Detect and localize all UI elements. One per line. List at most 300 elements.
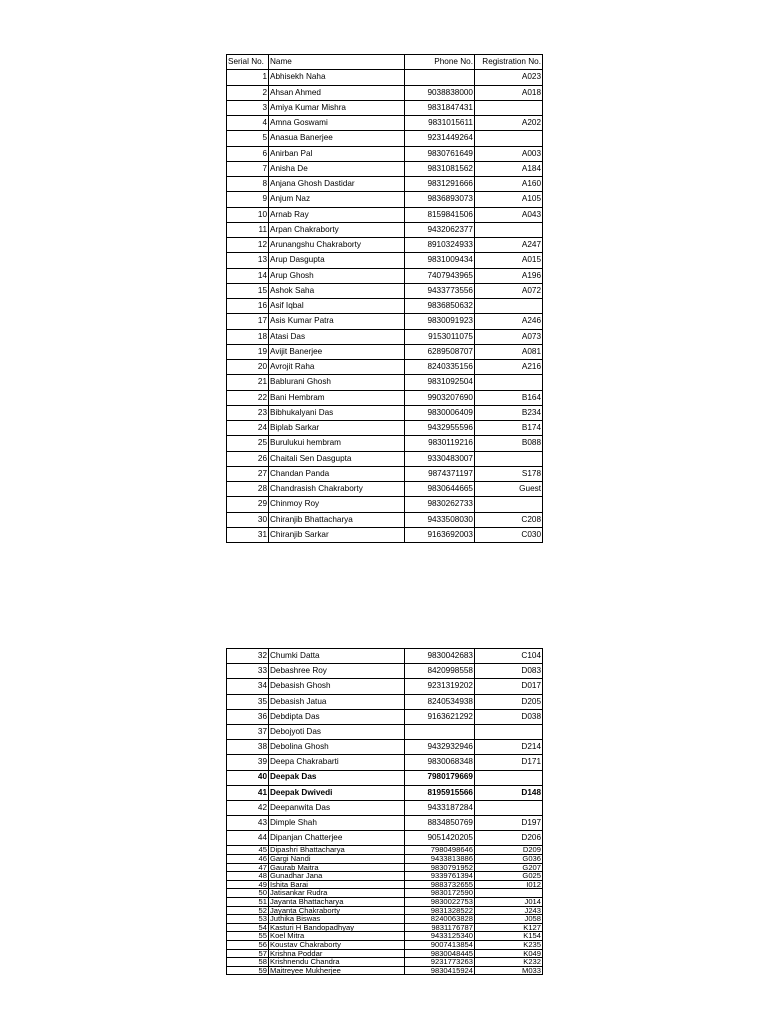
serial-no-cell: 6 (227, 146, 269, 161)
registration-no-cell: B088 (475, 436, 543, 451)
phone-no-cell: 9007413854 (405, 940, 475, 949)
phone-no-cell: 9830091923 (405, 314, 475, 329)
table-row (227, 785, 543, 800)
registration-no-cell: D209 (475, 846, 543, 855)
phone-no-cell: 9433508030 (405, 512, 475, 527)
table-row (227, 679, 543, 694)
phone-no-cell: 9836893073 (405, 192, 475, 207)
name-cell: Ahsan Ahmed (269, 85, 405, 100)
table-row (227, 724, 543, 739)
serial-no-cell: 28 (227, 482, 269, 497)
name-header: Name (269, 55, 405, 70)
phone-no-cell: 9432932946 (405, 740, 475, 755)
registration-no-cell: C208 (475, 512, 543, 527)
registration-no-cell: A105 (475, 192, 543, 207)
registration-no-cell: B164 (475, 390, 543, 405)
name-cell: Anjana Ghosh Dastidar (269, 177, 405, 192)
name-cell: Gaurab Maitra (269, 863, 405, 872)
registration-no-cell: A081 (475, 344, 543, 359)
name-cell: Abhisekh Naha (269, 70, 405, 85)
name-cell: Bibhukalyani Das (269, 405, 405, 420)
registration-no-cell (475, 889, 543, 898)
phone-no-cell: 9883732655 (405, 880, 475, 889)
name-cell: Ishita Barai (269, 880, 405, 889)
name-cell: Chumki Datta (269, 649, 405, 664)
table-row (227, 863, 543, 872)
name-cell: Chinmoy Roy (269, 497, 405, 512)
serial-no-cell: 4 (227, 116, 269, 131)
registration-no-cell: B174 (475, 421, 543, 436)
phone-no-cell: 9231773263 (405, 958, 475, 967)
phone-no-cell: 9830172590 (405, 889, 475, 898)
phone-no-cell: 9830644665 (405, 482, 475, 497)
header-row (227, 55, 543, 70)
registration-no-cell: D214 (475, 740, 543, 755)
phone-no-cell: 8240534938 (405, 694, 475, 709)
name-cell: Arnab Ray (269, 207, 405, 222)
phone-no-cell: 8195915566 (405, 785, 475, 800)
registration-table-2 (226, 648, 543, 975)
registration-no-cell: I012 (475, 880, 543, 889)
phone-no-cell: 8834850769 (405, 816, 475, 831)
table-row (227, 222, 543, 237)
name-cell: Anjum Naz (269, 192, 405, 207)
serial-no-cell: 45 (227, 846, 269, 855)
name-cell: Debasish Ghosh (269, 679, 405, 694)
phone-no-cell: 9874371197 (405, 466, 475, 481)
serial-no-cell: 38 (227, 740, 269, 755)
table-row (227, 390, 543, 405)
phone-no-cell: 9830042683 (405, 649, 475, 664)
phone-no-cell: 8910324933 (405, 238, 475, 253)
registration-no-cell: A160 (475, 177, 543, 192)
serial-no-cell: 43 (227, 816, 269, 831)
serial-no-cell: 3 (227, 100, 269, 115)
registration-no-cell: K235 (475, 940, 543, 949)
phone-no-cell: 9831328522 (405, 906, 475, 915)
table-row (227, 740, 543, 755)
phone-no-cell: 9830119216 (405, 436, 475, 451)
table-row (227, 880, 543, 889)
registration-no-cell: A072 (475, 283, 543, 298)
serial-no-cell: 16 (227, 299, 269, 314)
phone-no-cell: 9339761394 (405, 872, 475, 881)
table-row (227, 177, 543, 192)
name-cell: Debdipta Das (269, 709, 405, 724)
phone-no-cell: 9831176787 (405, 923, 475, 932)
serial-no-cell: 34 (227, 679, 269, 694)
table-row (227, 831, 543, 846)
registration-no-cell: D205 (475, 694, 543, 709)
phone-no-cell: 9163621292 (405, 709, 475, 724)
serial-no-cell: 7 (227, 161, 269, 176)
registration-no-cell: D038 (475, 709, 543, 724)
phone-no-cell: 7407943965 (405, 268, 475, 283)
table-row (227, 329, 543, 344)
name-cell: Ashok Saha (269, 283, 405, 298)
serial-no-cell: 2 (227, 85, 269, 100)
registration-no-cell: A043 (475, 207, 543, 222)
registration-no-cell: M033 (475, 966, 543, 975)
serial-no-cell: 57 (227, 949, 269, 958)
serial-no-cell: 32 (227, 649, 269, 664)
table-row (227, 855, 543, 864)
registration-no-cell: K049 (475, 949, 543, 958)
registration-no-cell (475, 375, 543, 390)
table-row (227, 146, 543, 161)
table-row (227, 915, 543, 924)
serial-no-cell: 19 (227, 344, 269, 359)
serial-no-cell: 51 (227, 898, 269, 907)
name-cell: Krishnendu Chandra (269, 958, 405, 967)
table-row (227, 360, 543, 375)
registration-no-cell (475, 724, 543, 739)
registration-no-cell (475, 100, 543, 115)
registration-no-cell: D171 (475, 755, 543, 770)
serial-no-cell: 35 (227, 694, 269, 709)
table-row (227, 100, 543, 115)
phone-no-cell: 9330483007 (405, 451, 475, 466)
name-cell: Chandan Panda (269, 466, 405, 481)
registration-no-cell: Guest (475, 482, 543, 497)
serial-no-cell: 10 (227, 207, 269, 222)
serial-no-cell: 49 (227, 880, 269, 889)
table-row (227, 527, 543, 542)
serial-no-cell: 52 (227, 906, 269, 915)
phone-no-cell: 9830415924 (405, 966, 475, 975)
table-row (227, 131, 543, 146)
serial-no-cell: 20 (227, 360, 269, 375)
phone-no-cell: 9830761649 (405, 146, 475, 161)
table-row (227, 512, 543, 527)
phone-no-cell: 9830791952 (405, 863, 475, 872)
serial-no-cell: 30 (227, 512, 269, 527)
name-cell: Arunangshu Chakraborty (269, 238, 405, 253)
phone-no-cell: 9433813886 (405, 855, 475, 864)
table-row (227, 949, 543, 958)
serial-no-cell: 17 (227, 314, 269, 329)
serial-no-cell: 46 (227, 855, 269, 864)
registration-no-cell (475, 299, 543, 314)
table-row (227, 906, 543, 915)
phone-no-cell: 9831092504 (405, 375, 475, 390)
name-cell: Avijit Banerjee (269, 344, 405, 359)
phone-no-cell: 9051420205 (405, 831, 475, 846)
registration-no-cell (475, 497, 543, 512)
serial-no-cell: 42 (227, 800, 269, 815)
name-cell: Burulukui hembram (269, 436, 405, 451)
table-row (227, 70, 543, 85)
registration-no-cell (475, 222, 543, 237)
serial-no-cell: 15 (227, 283, 269, 298)
table-row (227, 299, 543, 314)
table-row (227, 872, 543, 881)
serial-no-cell: 31 (227, 527, 269, 542)
serial-no-cell: 8 (227, 177, 269, 192)
phone-no-cell (405, 724, 475, 739)
registration-no-cell: C104 (475, 649, 543, 664)
registration-no-cell: D148 (475, 785, 543, 800)
serial-no-cell: 50 (227, 889, 269, 898)
serial-no-cell: 47 (227, 863, 269, 872)
registration-no-cell: D083 (475, 664, 543, 679)
registration-no-cell (475, 770, 543, 785)
table-row (227, 940, 543, 949)
table-row (227, 694, 543, 709)
serial-no-cell: 39 (227, 755, 269, 770)
serial-no-cell: 21 (227, 375, 269, 390)
table-row (227, 283, 543, 298)
table-row (227, 709, 543, 724)
table-row (227, 207, 543, 222)
table-row (227, 664, 543, 679)
phone-no-cell: 8159841506 (405, 207, 475, 222)
phone-no-cell: 9433773556 (405, 283, 475, 298)
serial-no-cell: 11 (227, 222, 269, 237)
serial-no-cell: 48 (227, 872, 269, 881)
table-row (227, 923, 543, 932)
phone-no-cell: 9830006409 (405, 405, 475, 420)
table-row (227, 800, 543, 815)
serial-no-cell: 9 (227, 192, 269, 207)
table-row (227, 344, 543, 359)
phone-no-cell: 9831291666 (405, 177, 475, 192)
table-row (227, 932, 543, 941)
name-cell: Jayanta Bhattacharya (269, 898, 405, 907)
phone-no-cell: 9433125340 (405, 932, 475, 941)
registration-no-cell: A023 (475, 70, 543, 85)
name-cell: Deepak Das (269, 770, 405, 785)
name-cell: Anisha De (269, 161, 405, 176)
name-cell: Dipashri Bhattacharya (269, 846, 405, 855)
table-row (227, 466, 543, 481)
phone-no-cell: 9831081562 (405, 161, 475, 176)
name-cell: Chiranjib Bhattacharya (269, 512, 405, 527)
phone-no-cell: 9163692003 (405, 527, 475, 542)
serial-no-cell: 23 (227, 405, 269, 420)
phone-no-cell: 9432955596 (405, 421, 475, 436)
name-cell: Deepak Dwivedi (269, 785, 405, 800)
serial-no-cell: 26 (227, 451, 269, 466)
name-cell: Chandrasish Chakraborty (269, 482, 405, 497)
table-row (227, 649, 543, 664)
phone-no-header: Phone No. (405, 55, 475, 70)
name-cell: Biplab Sarkar (269, 421, 405, 436)
name-cell: Chiranjib Sarkar (269, 527, 405, 542)
table-row (227, 238, 543, 253)
registration-no-cell (475, 131, 543, 146)
registration-no-cell: D017 (475, 679, 543, 694)
phone-no-cell: 9038838000 (405, 85, 475, 100)
name-cell: Asif Iqbal (269, 299, 405, 314)
registration-no-cell: A202 (475, 116, 543, 131)
phone-no-cell: 8420998558 (405, 664, 475, 679)
serial-no-cell: 24 (227, 421, 269, 436)
name-cell: Krishna Poddar (269, 949, 405, 958)
name-cell: Dimple Shah (269, 816, 405, 831)
registration-table-1 (226, 54, 543, 543)
phone-no-cell: 9153011075 (405, 329, 475, 344)
name-cell: Arup Dasgupta (269, 253, 405, 268)
phone-no-cell: 9831015611 (405, 116, 475, 131)
phone-no-cell (405, 70, 475, 85)
name-cell: Jatisankar Rudra (269, 889, 405, 898)
table-row (227, 497, 543, 512)
name-cell: Jayanta Chakraborty (269, 906, 405, 915)
phone-no-cell: 9433187284 (405, 800, 475, 815)
table-row (227, 436, 543, 451)
serial-no-cell: 29 (227, 497, 269, 512)
registration-no-cell: C030 (475, 527, 543, 542)
table-row (227, 85, 543, 100)
table-row (227, 421, 543, 436)
name-cell: Arpan Chakraborty (269, 222, 405, 237)
serial-no-cell: 55 (227, 932, 269, 941)
serial-no-cell: 5 (227, 131, 269, 146)
table-row (227, 253, 543, 268)
phone-no-cell: 9831009434 (405, 253, 475, 268)
serial-no-cell: 59 (227, 966, 269, 975)
name-cell: Deepa Chakrabarti (269, 755, 405, 770)
phone-no-cell: 7980179669 (405, 770, 475, 785)
table-row (227, 451, 543, 466)
phone-no-cell: 9231319202 (405, 679, 475, 694)
serial-no-cell: 58 (227, 958, 269, 967)
name-cell: Chaitali Sen Dasgupta (269, 451, 405, 466)
table-row (227, 846, 543, 855)
serial-no-cell: 22 (227, 390, 269, 405)
serial-no-cell: 36 (227, 709, 269, 724)
registration-no-cell: K127 (475, 923, 543, 932)
name-cell: Avrojit Raha (269, 360, 405, 375)
registration-no-cell (475, 451, 543, 466)
table-row (227, 966, 543, 975)
phone-no-cell: 8240335156 (405, 360, 475, 375)
registration-no-cell: S178 (475, 466, 543, 481)
registration-no-cell: B234 (475, 405, 543, 420)
registration-no-cell: A247 (475, 238, 543, 253)
serial-no-cell: 27 (227, 466, 269, 481)
registration-no-cell: A003 (475, 146, 543, 161)
name-cell: Bani Hembram (269, 390, 405, 405)
phone-no-cell: 9836850632 (405, 299, 475, 314)
phone-no-cell: 9903207690 (405, 390, 475, 405)
registration-no-cell: J014 (475, 898, 543, 907)
phone-no-cell: 7980498646 (405, 846, 475, 855)
phone-no-cell: 9432062377 (405, 222, 475, 237)
name-cell: Arup Ghosh (269, 268, 405, 283)
table-row (227, 755, 543, 770)
name-cell: Anirban Pal (269, 146, 405, 161)
phone-no-cell: 6289508707 (405, 344, 475, 359)
registration-no-cell: A073 (475, 329, 543, 344)
serial-no-header: Serial No. (227, 55, 269, 70)
registration-no-cell: G036 (475, 855, 543, 864)
table-row (227, 268, 543, 283)
serial-no-cell: 14 (227, 268, 269, 283)
name-cell: Anasua Banerjee (269, 131, 405, 146)
registration-no-cell: G025 (475, 872, 543, 881)
registration-no-cell: D197 (475, 816, 543, 831)
name-cell: Amna Goswami (269, 116, 405, 131)
name-cell: Koustav Chakraborty (269, 940, 405, 949)
registration-no-cell: J058 (475, 915, 543, 924)
phone-no-cell: 9830068348 (405, 755, 475, 770)
serial-no-cell: 37 (227, 724, 269, 739)
name-cell: Atasi Das (269, 329, 405, 344)
registration-no-cell: K232 (475, 958, 543, 967)
phone-no-cell: 9231449264 (405, 131, 475, 146)
table-row (227, 889, 543, 898)
serial-no-cell: 40 (227, 770, 269, 785)
registration-no-header: Registration No. (475, 55, 543, 70)
name-cell: Gunadhar Jana (269, 872, 405, 881)
table-row (227, 314, 543, 329)
registration-no-cell: A196 (475, 268, 543, 283)
registration-no-cell: A184 (475, 161, 543, 176)
phone-no-cell: 9831847431 (405, 100, 475, 115)
serial-no-cell: 53 (227, 915, 269, 924)
registration-no-cell: A246 (475, 314, 543, 329)
phone-no-cell: 8240063828 (405, 915, 475, 924)
serial-no-cell: 56 (227, 940, 269, 949)
name-cell: Asis Kumar Patra (269, 314, 405, 329)
name-cell: Amiya Kumar Mishra (269, 100, 405, 115)
table-row (227, 405, 543, 420)
name-cell: Koel Mitra (269, 932, 405, 941)
table-row (227, 770, 543, 785)
serial-no-cell: 1 (227, 70, 269, 85)
name-cell: Gargi Nandi (269, 855, 405, 864)
phone-no-cell: 9830262733 (405, 497, 475, 512)
serial-no-cell: 18 (227, 329, 269, 344)
phone-no-cell: 9830022753 (405, 898, 475, 907)
name-cell: Debasish Jatua (269, 694, 405, 709)
table-row (227, 192, 543, 207)
registration-no-cell (475, 800, 543, 815)
serial-no-cell: 44 (227, 831, 269, 846)
name-cell: Debashree Roy (269, 664, 405, 679)
name-cell: Dipanjan Chatterjee (269, 831, 405, 846)
registration-no-cell: K154 (475, 932, 543, 941)
name-cell: Bablurani Ghosh (269, 375, 405, 390)
table-row (227, 161, 543, 176)
name-cell: Deepanwita Das (269, 800, 405, 815)
name-cell: Juthika Biswas (269, 915, 405, 924)
table-row (227, 482, 543, 497)
serial-no-cell: 33 (227, 664, 269, 679)
name-cell: Kasturi H Bandopadhyay (269, 923, 405, 932)
registration-no-cell: A015 (475, 253, 543, 268)
serial-no-cell: 54 (227, 923, 269, 932)
phone-no-cell: 9830048445 (405, 949, 475, 958)
registration-no-cell: A018 (475, 85, 543, 100)
table-row (227, 116, 543, 131)
table-row (227, 898, 543, 907)
serial-no-cell: 13 (227, 253, 269, 268)
name-cell: Debojyoti Das (269, 724, 405, 739)
serial-no-cell: 41 (227, 785, 269, 800)
table-row (227, 816, 543, 831)
registration-no-cell: G207 (475, 863, 543, 872)
table-row (227, 375, 543, 390)
name-cell: Debolina Ghosh (269, 740, 405, 755)
serial-no-cell: 25 (227, 436, 269, 451)
table-row (227, 958, 543, 967)
name-cell: Maitreyee Mukherjee (269, 966, 405, 975)
registration-no-cell: A216 (475, 360, 543, 375)
registration-no-cell: J243 (475, 906, 543, 915)
